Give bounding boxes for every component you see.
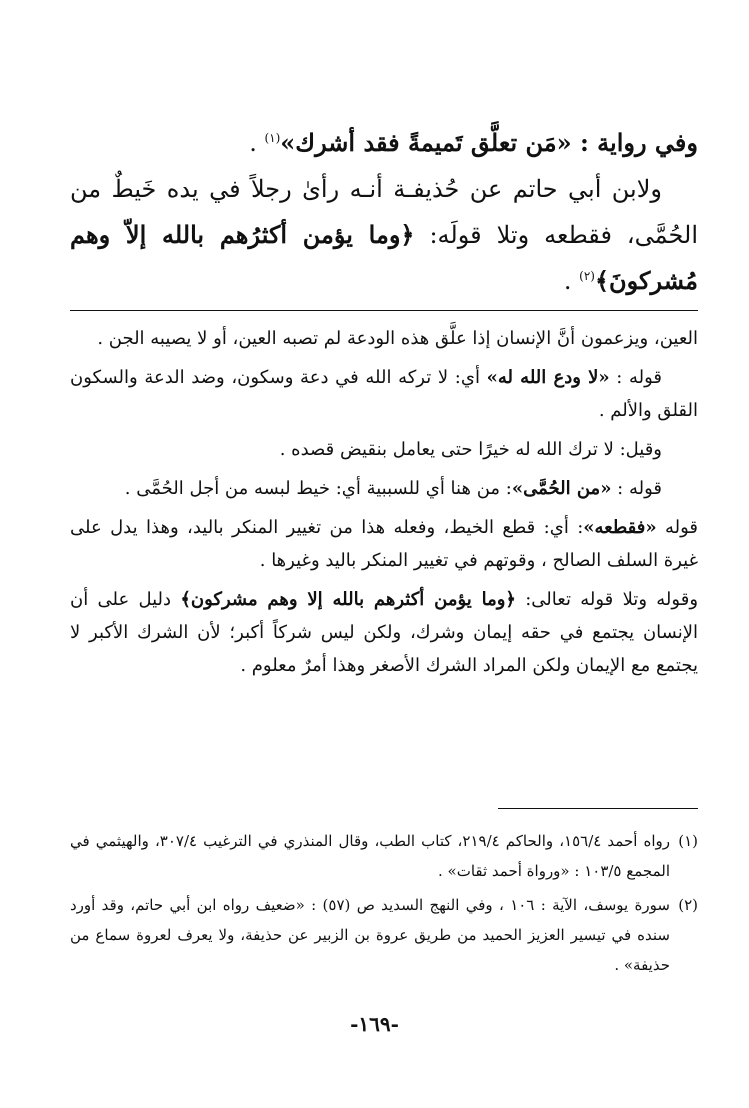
c2-prefix: قوله : bbox=[609, 367, 663, 388]
p2-text: ولابن أبي حاتم عن حُذيفـة أنـه رأىٰ رجلاً في يده خَيطٌ من الحُمَّى، فقطعه وتلا قولَه: bbox=[70, 175, 698, 249]
footnote-2 bbox=[70, 890, 698, 980]
p2-end: . bbox=[563, 267, 580, 295]
commentary-paragraph-6 bbox=[70, 583, 698, 682]
hadith-quote-1: «مَن تعلَّق تَميمةً فقد أشرك» bbox=[280, 128, 572, 157]
c4-rest: : من هنا أي للسببية أي: خيط لبسه من أجل الحُمَّى . bbox=[124, 478, 512, 499]
commentary-paragraph-2 bbox=[70, 361, 698, 427]
c6-term: ﴿وما يؤمن أكثرهم بالله إلا وهم مشركون﴾ bbox=[180, 589, 516, 610]
c6-prefix: وقوله وتلا قوله تعالى: bbox=[515, 589, 699, 610]
commentary-block bbox=[70, 322, 698, 688]
main-paragraph-1 bbox=[70, 120, 698, 166]
quran-quote-1: ﴿وما يؤمن أكثرُهم بالله إلاّ وهم مُشركونَ﴾ bbox=[70, 220, 698, 295]
commentary-divider bbox=[70, 310, 698, 311]
footnotes-block bbox=[70, 826, 698, 984]
main-paragraph-2 bbox=[70, 166, 698, 304]
c2-rest: أي: لا تركه الله في دعة وسكون، وضد الدعة والسكون القلق والألم . bbox=[70, 367, 698, 421]
footnote-1 bbox=[70, 826, 698, 886]
footnote-1-text: رواه أحمد ١٥٦/٤، والحاكم ٢١٩/٤، كتاب الطب، وقال المنذري في الترغيب ٣٠٧/٤، والهيثمي في المجمع ١٠٣/٥ : «ورواة أحمد ثقات» . bbox=[70, 832, 670, 880]
c5-term: «فقطعه» bbox=[583, 517, 657, 538]
commentary-paragraph-1: العين، ويزعمون أنَّ الإنسان إذا علَّق هذه الودعة لم تصبه العين، أو لا يصيبه الجن . bbox=[97, 328, 698, 349]
footnote-marker-2: (٢) bbox=[579, 269, 595, 283]
footnote-marker-1: (١) bbox=[264, 131, 281, 145]
c4-prefix: قوله : bbox=[611, 478, 662, 499]
footnote-2-number: (٢) bbox=[678, 896, 698, 914]
commentary-paragraph-3: وقيل: لا ترك الله له خيرًا حتى يعامل بنقيض قصده . bbox=[279, 439, 662, 460]
footnote-divider bbox=[498, 808, 698, 809]
p1-prefix: وفي رواية : bbox=[571, 128, 698, 157]
page-number: -١٦٩- bbox=[350, 1012, 399, 1036]
c5-prefix: قوله bbox=[656, 517, 698, 538]
p1-end: . bbox=[249, 129, 265, 157]
c6-rest: دليل على أن الإنسان يجتمع في حقه إيمان وشرك، ولكن ليس شركاً أكبر؛ لأن الشرك الأكبر لا يجتمع مع الإيمان ولكن المراد الشرك الأصغر وهذا أمرٌ معلوم . bbox=[70, 589, 698, 676]
c5-rest: : أي: قطع الخيط، وفعله هذا من تغيير المنكر باليد، وهذا يدل على غيرة السلف الصالح ، وقوتهم في تغيير المنكر باليد وغيرها . bbox=[70, 517, 698, 571]
footnote-2-text: سورة يوسف، الآية : ١٠٦ ، وفي النهج السديد ص (٥٧) : «ضعيف رواه ابن أبي حاتم، وقد أورد سنده في تيسير العزيز الحميد من طريق عروة بن الزبير عن حذيفة، ولا يعرف لعروة سماع من حذيفة» . bbox=[70, 896, 670, 974]
commentary-paragraph-4 bbox=[70, 472, 698, 505]
main-text-block bbox=[70, 120, 698, 304]
commentary-paragraph-5 bbox=[70, 511, 698, 577]
c2-term: «لا ودع الله له» bbox=[486, 367, 610, 388]
footnote-1-number: (١) bbox=[678, 832, 698, 850]
c4-term: «من الحُمَّى» bbox=[511, 478, 612, 499]
